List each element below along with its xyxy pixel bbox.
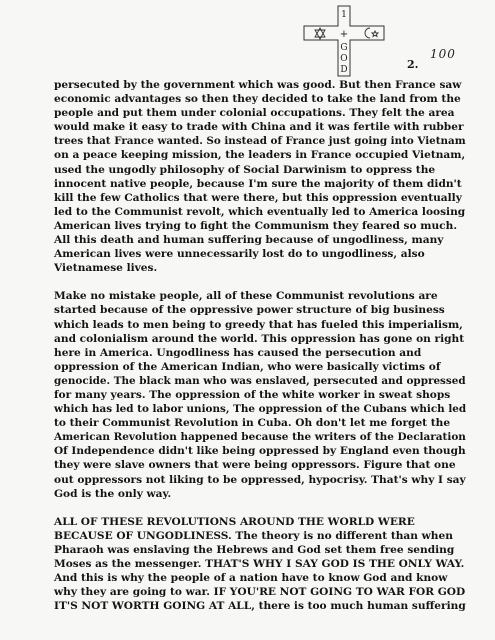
text-line: ALL OF THESE REVOLUTIONS AROUND THE WORLD WERE bbox=[54, 515, 415, 528]
svg-text:D: D bbox=[340, 65, 348, 75]
text-line: for many years. The oppression of the white worker in sweat shops bbox=[54, 388, 451, 401]
text-line: led to the Communist revolt, which eventually led to America loosing bbox=[54, 205, 466, 218]
text-line: American lives trying to fight the Communism they feared so much. bbox=[54, 219, 458, 232]
text-line: Vietnamese lives. bbox=[54, 262, 158, 275]
text-line: And this is why the people of a nation have to know God and know bbox=[54, 572, 448, 585]
paragraph-1 bbox=[54, 78, 466, 275]
text-line: oppression of the American Indian, who were basically victims of bbox=[54, 360, 441, 373]
text-line: American lives were unnecessarily lost do to ungodliness, also bbox=[54, 248, 425, 261]
text-line: and colonialism around the world. This oppression has gone on right bbox=[54, 332, 465, 345]
text-line: economic advantages so then they decided to take the land from the bbox=[54, 93, 461, 106]
svg-text:O: O bbox=[340, 54, 348, 64]
cross-drawing bbox=[298, 4, 390, 78]
text-line: All this death and human suffering because of ungodliness, many bbox=[54, 234, 444, 247]
text-line: IT'S NOT WORTH GOING AT ALL, there is too much human suffering bbox=[54, 600, 466, 613]
text-line: God is the only way. bbox=[54, 487, 172, 500]
text-line: on a peace keeping mission, the leaders in France occupied Vietnam, bbox=[54, 149, 466, 162]
text-line: Make no mistake people, all of these Communist revolutions are bbox=[54, 290, 438, 303]
svg-text:G: G bbox=[340, 43, 348, 53]
text-line: used the ungodly philosophy of Social Darwinism to oppress the bbox=[54, 163, 436, 176]
text-line: to their Communist Revolution in Cuba. Oh don't let me forget the bbox=[54, 417, 451, 430]
text-line: trees that France wanted. So instead of France just going into Vietnam bbox=[54, 135, 466, 148]
text-line: Pharaoh was enslaving the Hebrews and God set them free sending bbox=[54, 543, 455, 556]
text-line: genocide. The black man who was enslaved, persecuted and oppressed bbox=[54, 374, 466, 387]
page-number: 2. bbox=[407, 58, 419, 71]
crescent-star-icon bbox=[365, 28, 378, 38]
text-line: people and put them under colonial occupations. They felt the area bbox=[54, 107, 455, 120]
text-line: would make it easy to trade with China and it was fertile with rubber bbox=[54, 121, 464, 134]
body-text bbox=[54, 78, 466, 627]
text-line: here in America. Ungodliness has caused the persecution and bbox=[54, 346, 422, 359]
svg-text:1: 1 bbox=[341, 10, 347, 20]
paragraph-2 bbox=[54, 289, 466, 500]
text-line: kill the few Catholics that were there, but this oppression eventually bbox=[54, 191, 462, 204]
text-line: persecuted by the government which was good. But then France saw bbox=[54, 79, 462, 91]
text-line: out oppressors not liking to be oppressed, hypocrisy. That's why I say bbox=[54, 473, 466, 486]
handwritten-page-count: 100 bbox=[430, 47, 456, 61]
text-line: American Revolution happened because the writers of the Declaration bbox=[54, 431, 466, 444]
text-line: innocent native people, because I'm sure the majority of them didn't bbox=[54, 177, 462, 190]
text-line: started because of the oppressive power structure of big business bbox=[54, 304, 445, 317]
text-line: Moses as the messenger. THAT'S WHY I SAY GOD IS THE ONLY WAY. bbox=[54, 558, 465, 570]
text-line: which leads to men being to greedy that has fueled this imperialism, bbox=[54, 318, 463, 331]
svg-text:+: + bbox=[339, 29, 349, 40]
text-line: which has led to labor unions, The oppression of the Cubans which led bbox=[54, 403, 467, 416]
text-line: Of Independence didn't like being oppressed by England even though bbox=[54, 445, 466, 458]
text-line: they were slave owners that were being oppressors. Figure that one bbox=[54, 459, 456, 472]
star-of-david-icon bbox=[315, 28, 325, 39]
paragraph-3 bbox=[54, 515, 466, 614]
text-line: BECAUSE OF UNGODLINESS. The theory is no different than when bbox=[54, 529, 453, 542]
text-line: why they are going to war. IF YOU'RE NOT GOING TO WAR FOR GOD bbox=[54, 586, 466, 599]
